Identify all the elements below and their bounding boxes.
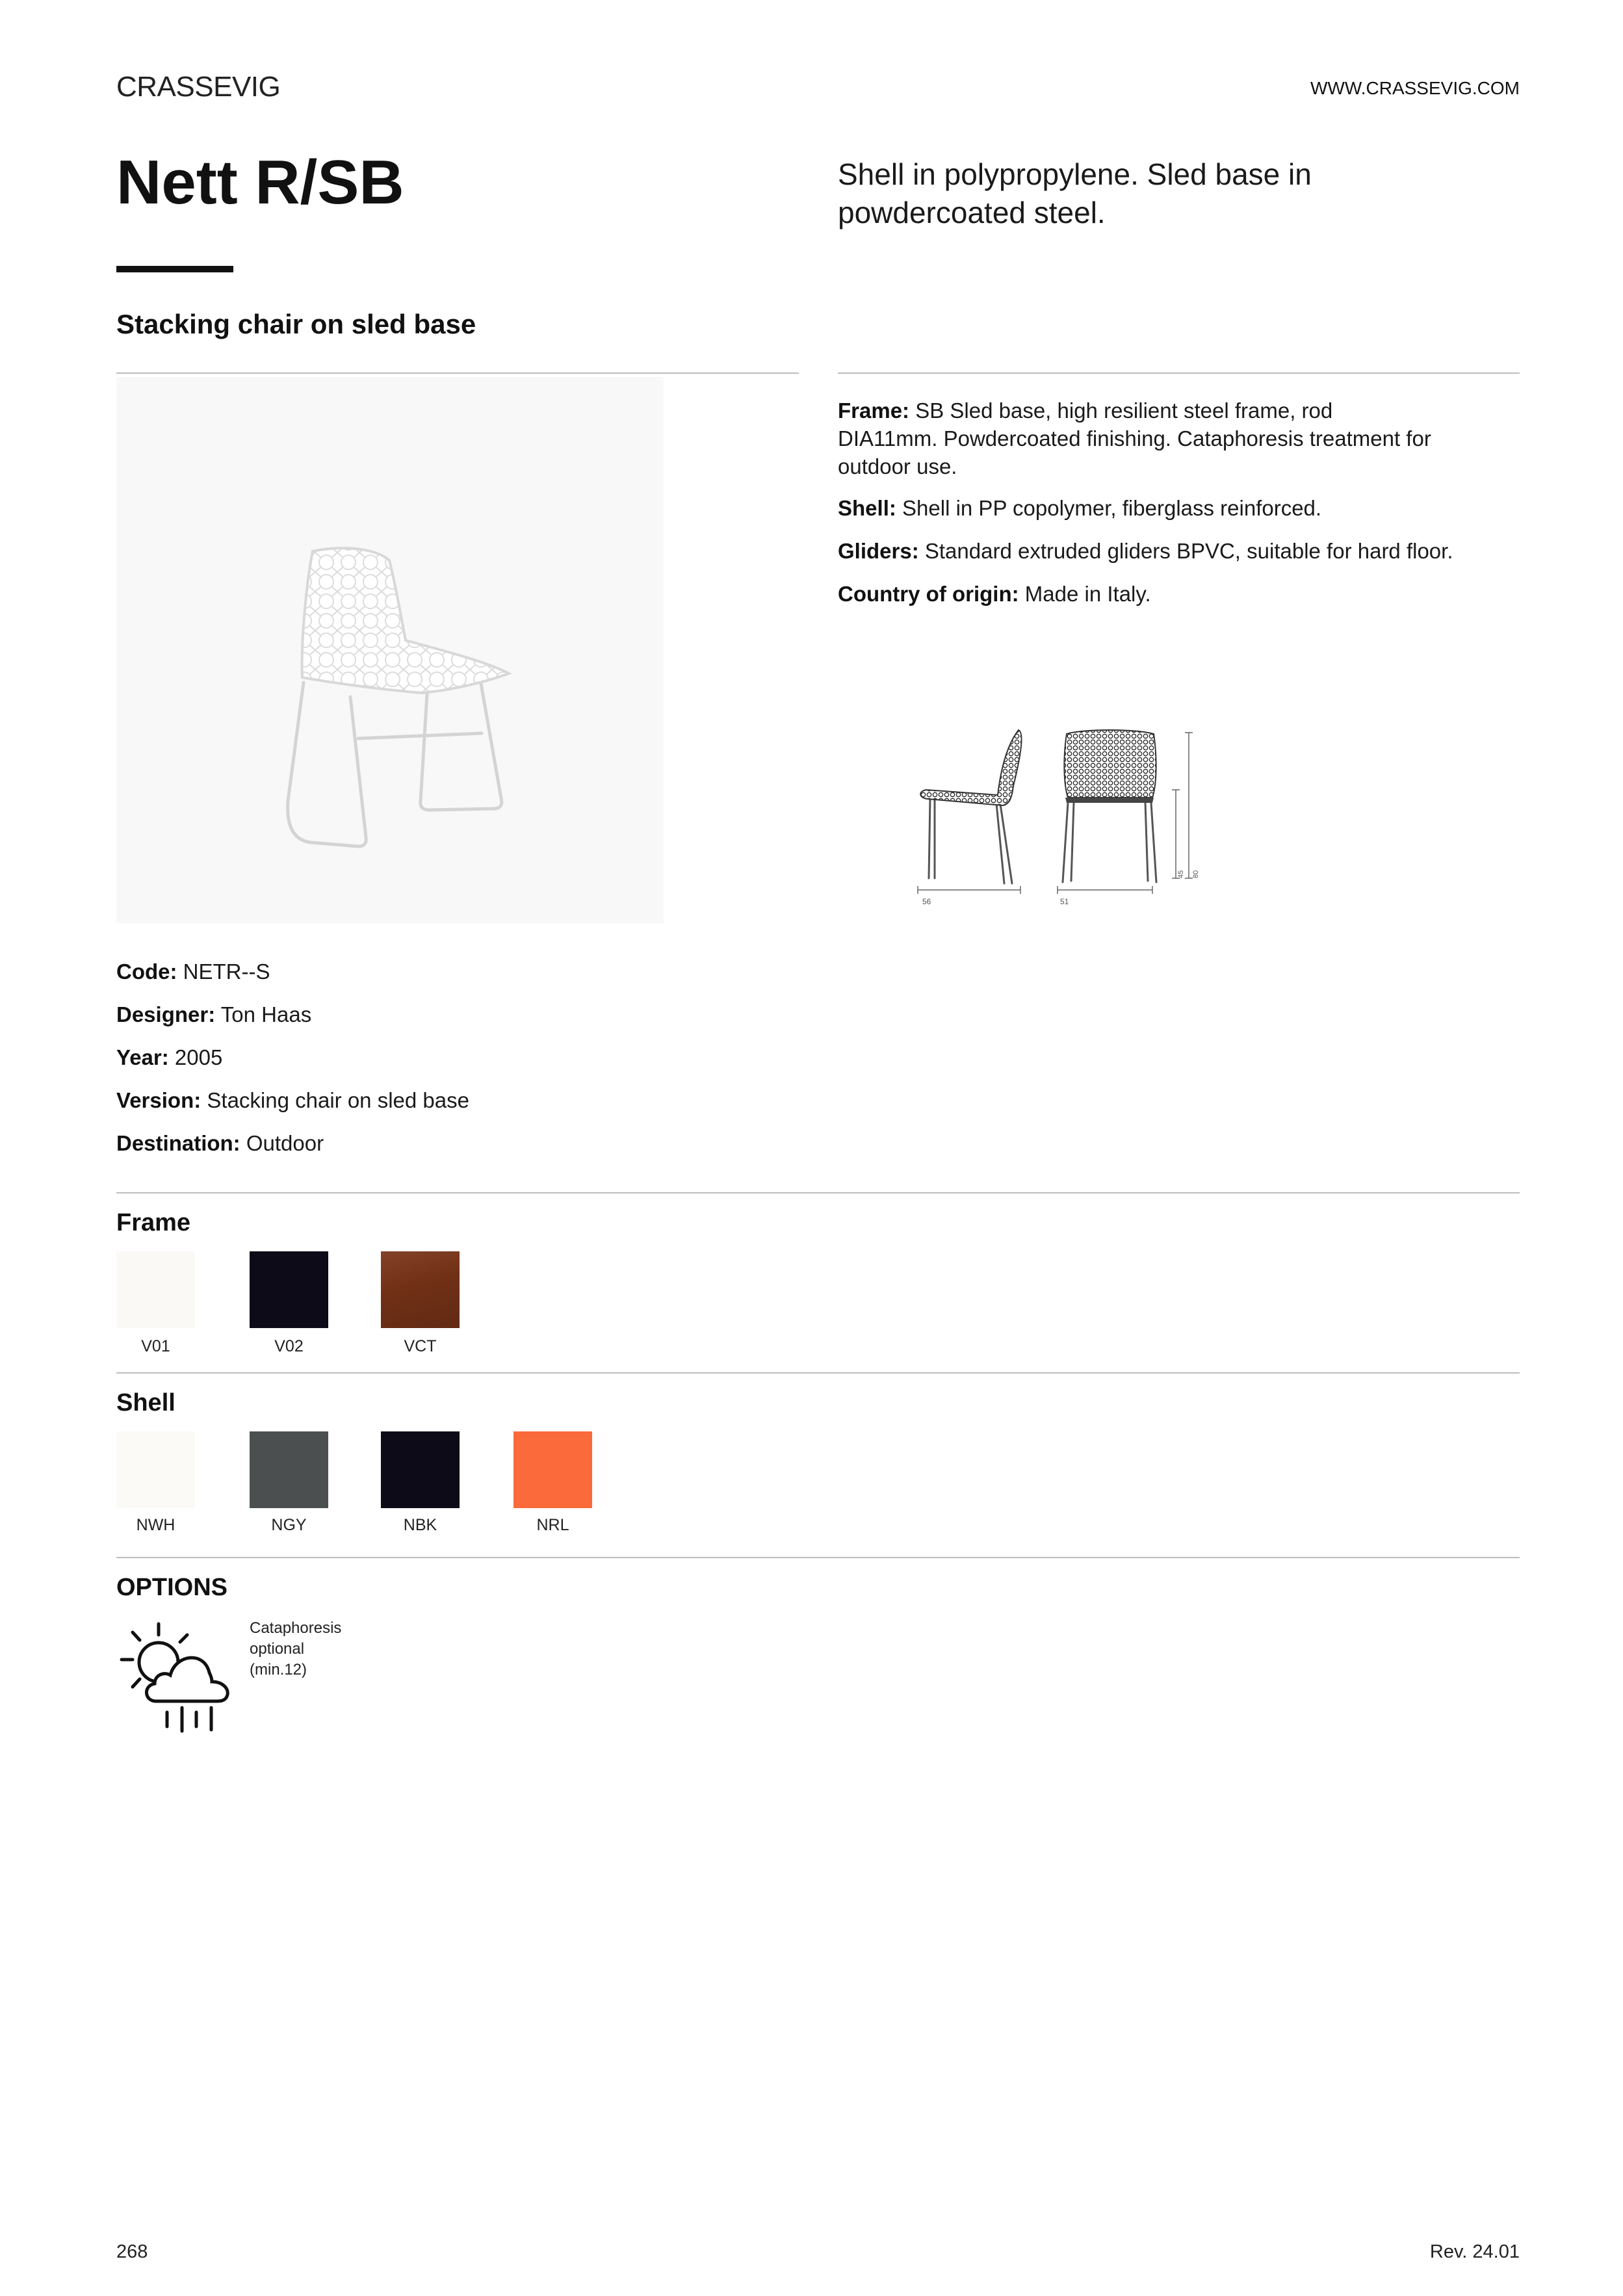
product-subtitle: Stacking chair on sled base [116,309,476,339]
options-heading: OPTIONS [116,1574,228,1601]
info-label: Designer: [116,1002,216,1026]
info-value: Ton Haas [220,1002,312,1026]
height-label: 80 [1192,870,1200,878]
swatch-nrl[interactable] [513,1431,592,1508]
info-value: 2005 [174,1045,223,1069]
seat-height-label: 45 [1177,870,1185,878]
divider [116,1372,1520,1374]
swatch-v02[interactable] [250,1251,328,1328]
info-value: NETR--S [183,959,270,984]
options-line: (min.12) [250,1661,307,1678]
spec-frame-value: SB Sled base, high resilient steel frame, rod [915,398,1333,423]
options-description [250,1618,341,1680]
swatch-nwh[interactable] [116,1431,195,1508]
depth-label: 56 [922,897,931,906]
spec-frame-value: outdoor use. [838,454,957,478]
revision-label: Rev. 24.01 [1429,2241,1520,2262]
swatch-label: VCT [404,1337,437,1355]
swatch-vct[interactable] [381,1251,460,1328]
info-version [116,1086,469,1114]
swatch-label: NGY [271,1516,307,1534]
product-photo [116,377,664,923]
info-code [116,958,270,985]
spec-shell-value: Shell in PP copolymer, fiberglass reinforced. [902,496,1322,520]
height-dimensions [1172,733,1200,878]
chair-illustration [116,377,664,923]
dimension-drawing [915,727,1210,909]
swatch-nbk[interactable] [381,1431,460,1508]
spec-gliders [838,537,1453,565]
spec-shell [838,494,1321,522]
spec-origin-value: Made in Italy. [1024,582,1151,606]
divider [838,372,1520,374]
info-value: Stacking chair on sled base [207,1088,469,1112]
spec-frame-label: Frame: [838,398,910,423]
info-label: Destination: [116,1131,240,1155]
front-view [1058,730,1156,906]
frame-finishes-heading: Frame [116,1209,191,1236]
divider [116,1192,1520,1194]
divider [116,372,799,374]
width-label: 51 [1060,897,1069,906]
info-label: Code: [116,959,177,984]
description-line: Shell in polypropylene. Sled base in [838,157,1312,191]
options-line: optional [250,1640,305,1658]
info-value: Outdoor [246,1131,324,1155]
page-number: 268 [116,2241,148,2262]
spec-frame-value: DIA11mm. Powdercoated finishing. Cataphoresis treatment for [838,426,1431,450]
info-designer [116,1000,311,1028]
description-line: powdercoated steel. [838,196,1106,229]
shell-finishes-heading: Shell [116,1389,175,1416]
title-accent-bar [116,266,233,272]
swatch-label: V01 [141,1337,170,1355]
weather-icon [118,1621,230,1734]
spec-gliders-value: Standard extruded gliders BPVC, suitable for hard floor. [924,539,1453,563]
spec-shell-label: Shell: [838,496,896,520]
side-view [918,730,1022,906]
product-title: Nett R/SB [116,148,404,217]
technical-drawing [915,727,1210,909]
spec-origin [838,580,1151,608]
divider [116,1557,1520,1558]
swatch-label: NRL [536,1516,569,1534]
info-destination [116,1129,324,1157]
sled-base [288,680,502,846]
swatch-ngy[interactable] [250,1431,328,1508]
product-description [838,155,1520,232]
info-label: Year: [116,1045,169,1069]
info-year [116,1043,222,1071]
spec-gliders-label: Gliders: [838,539,919,563]
website-link[interactable]: WWW.CRASSEVIG.COM [1310,78,1520,98]
swatch-label: NBK [403,1516,437,1534]
chair-shell [302,548,509,693]
options-line: Cataphoresis [250,1619,342,1637]
spec-frame [838,397,1431,480]
info-label: Version: [116,1088,201,1112]
spec-origin-label: Country of origin: [838,582,1019,606]
swatch-v01[interactable] [116,1251,195,1328]
swatch-label: V02 [274,1337,304,1355]
brand-logo: CRASSEVIG [116,71,281,103]
swatch-label: NWH [136,1516,175,1534]
